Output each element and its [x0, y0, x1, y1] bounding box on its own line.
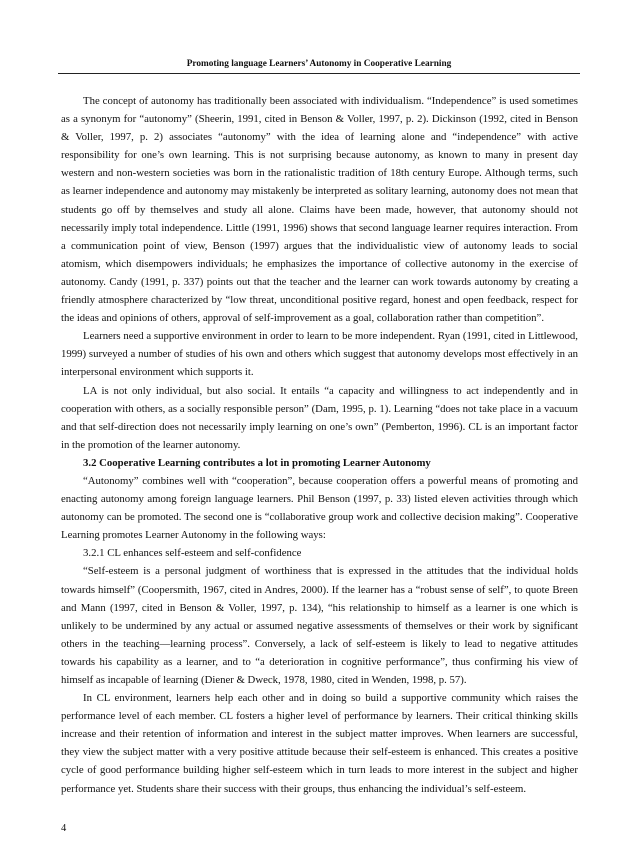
paragraph-la-social: LA is not only individual, but also social. It entails “a capacity and willingness to act independently and in cooperation with others, as a socially responsible person” (Dam, 1995, p. 1). Learning “does not take place in a vacuum and that self-direction does not necessarily imply learning on one’s own” (Pemberton, 1996). CL is an important factor in the promotion of the learner autonomy. — [61, 384, 578, 451]
page-number: 4 — [61, 823, 67, 834]
section-heading-3-2: 3.2 Cooperative Learning contributes a lot in promoting Learner Autonomy — [83, 456, 431, 469]
header-rule — [58, 73, 580, 74]
paragraph-autonomy-concept: The concept of autonomy has traditionally been associated with individualism. “Independence” is used sometimes as a synonym for “autonomy” (Sheerin, 1991, cited in Benson & Voller, 1997, p. 2). Dickinson (1992, cited in Benson & Voller, 1997, p. 2) associates “autonomy” with the idea of learning alone and “independence” with active responsibility for one’s own learning. This is not surprising because autonomy, as known to many in present day western and non-western societies was born in the rationalistic tradition of 18th century Europe. Although terms, such as learner independence and autonomy may mistakenly be interpreted as solitary learning, autonomy does not mean that students go off by themselves and study all alone. Claims have been made, however, that autonomy should not necessarily imply total independence. Little (1991, 1996) shows that second language learner requires interaction. From a communication point of view, Benson (1997) argues that the individualistic view of autonomy leads to social atomism, which disempowers individuals; he emphasizes the importance of collective autonomy in the exercise of autonomy. Candy (1991, p. 337) points out that the teacher and the learner can work towards autonomy by creating a friendly atmosphere characterized by “low threat, unconditional positive regard, honest and open feedback, respect for the ideas and opinions of others, approval of self-improvement as a goal, collaboration rather than competition”. — [61, 95, 578, 325]
paragraph-supportive-environment: Learners need a supportive environment in order to learn to be more independent. Ryan (1991, cited in Littlewood, 1999) surveyed a number of studies of his own and others which suggest that autonomy develops most effectively in an interpersonal environment which supports it. — [61, 330, 578, 379]
body-text — [61, 92, 578, 798]
paragraph-autonomy-cooperation: “Autonomy” combines well with “cooperation”, because cooperation offers a powerful means of promoting and enacting autonomy among foreign language learners. Phil Benson (1997, p. 33) listed eleven activities through which autonomy can be promoted. The second one is “collaborative group work and collective decision making”. Cooperative Learning promotes Learner Autonomy in the following ways: — [61, 474, 578, 542]
paragraph-cl-environment: In CL environment, learners help each other and in doing so build a supportive community which raises the performance level of each member. CL fosters a higher level of performance by learners. Their critical thinking skills increase and their retention of information and interest in the subject matter improves. When learners are successful, they view the subject matter with a very positive attitude because their self-esteem is enhanced. This creates a positive cycle of good performance building higher self-esteem which in turn leads to more interest in the subject and higher performance yet. Students share their success with their groups, thus enhancing the individual’s self-esteem. — [61, 692, 578, 795]
subsection-heading-3-2-1: 3.2.1 CL enhances self-esteem and self-confidence — [83, 547, 302, 560]
running-header: Promoting language Learners’ Autonomy in Cooperative Learning — [186, 59, 452, 69]
paragraph-self-esteem: “Self-esteem is a personal judgment of worthiness that is expressed in the attitudes that the individual holds towards himself” (Coopersmith, 1967, cited in Andres, 2000). If the learner has a “robust sense of self”, to quote Breen and Mann (1997, cited in Benson & Voller, 1997, p. 134), “his relationship to himself as a learner is one which is unlikely to be undermined by any actual or assumed negative assessments of themselves or their work by significant others in the teaching—learning process”. Conversely, a lack of self-esteem is likely to lead to negative attitudes towards his capability as a learner, and to “a deterioration in cognitive performance”, thus confirming his view of himself as incapable of learning (Diener & Dweck, 1978, 1980, cited in Wenden, 1998, p. 57). — [61, 565, 578, 686]
